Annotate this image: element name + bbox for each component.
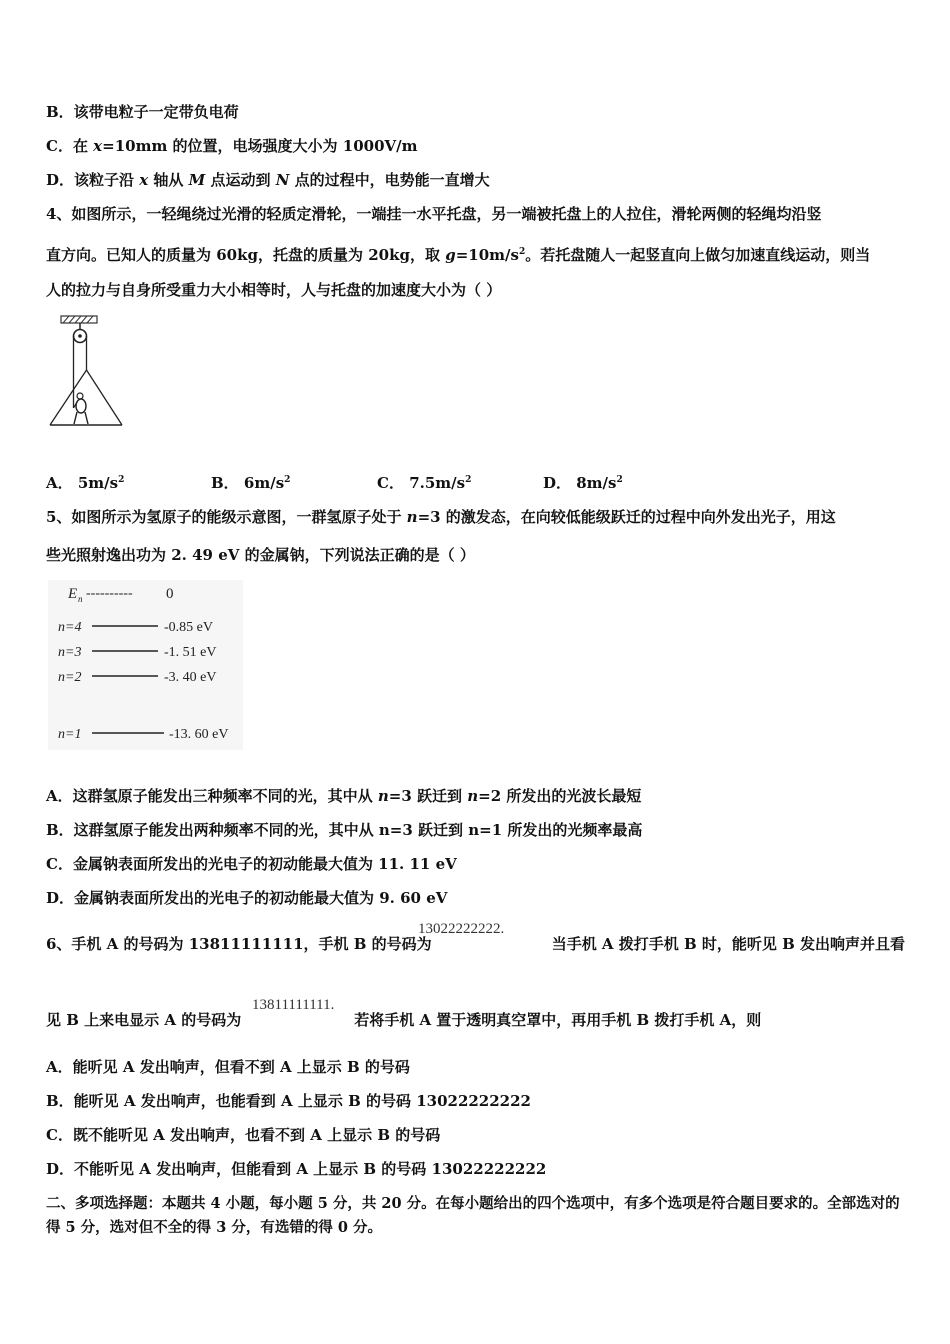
svg-text:n=3: n=3 [58,645,82,660]
ceiling-hatch [61,316,97,323]
svg-text:-1. 51 eV: -1. 51 eV [164,645,217,660]
q5-option-c: C．金属钠表面所发出的光电子的初动能最大值为 11. 11 eV [46,855,457,873]
q6-stem-line2: 见 B 上来电显示 A 的号码为 若将手机 A 置于透明真空罩中，再用手机 B 拨打手机 A，则 [46,1011,762,1029]
q5-stem-line2: 些光照射逸出功为 2. 49 eV 的金属钠，下列说法正确的是（ ） [46,546,475,564]
q4-option-c: C． $7.5m/s^2$ [377,474,472,492]
phone-number-a: 13811111111. [252,997,335,1013]
svg-text:-3. 40 eV: -3. 40 eV [164,670,217,685]
svg-text:n: n [78,594,83,604]
pulley-figure [44,312,128,434]
q5-option-d: D．金属钠表面所发出的光电子的初动能最大值为 9. 60 eV [46,889,448,907]
q3-option-b: B．该带电粒子一定带负电荷 [46,103,239,121]
phone-number-b: 13022222222. [418,921,505,937]
q4-option-a: A． $5m/s^2$ [46,474,125,492]
q5-option-b: B．这群氢原子能发出两种频率不同的光，其中从 n=3 跃迁到 n=1 所发出的光频率最高 [46,821,643,839]
q6-option-b: B．能听见 A 发出响声，也能看到 A 上显示 B 的号码 13022222222 [46,1092,531,1110]
q4-stem-line2: 直方向。已知人的质量为 60kg，托盘的质量为 20kg，取 $g=10m/s^2$。若托盘随人一起竖直向上做匀加速直线运动，则当 [46,246,871,264]
svg-text:n=2: n=2 [58,670,82,685]
section-2-instructions: 二、多项选择题：本题共 4 小题，每小题 5 分，共 20 分。在每小题给出的四个选项中，有多个选项是符合题目要求的。全部选对的得 5 分，选对但不全的得 3 分，有选错的得 0 分。 [46,1195,900,1236]
q3-option-c: C．在 x=10mm 的位置，电场强度大小为 1000V/m [46,137,418,155]
q6-option-d: D．不能听见 A 发出响声，但能看到 A 上显示 B 的号码 13022222222 [46,1160,547,1178]
q5-stem-line1: 5、如图所示为氢原子的能级示意图，一群氢原子处于 n=3 的激发态，在向较低能级跃迁的过程中向外发出光子，用这 [46,508,836,526]
svg-text:E: E [68,586,78,602]
q6-option-c: C．既不能听见 A 发出响声，也看不到 A 上显示 B 的号码 [46,1126,441,1144]
q3-option-d: D．该粒子沿 x 轴从 M 点运动到 N 点的过程中，电势能一直增大 [46,171,490,189]
q6-stem-line1: 6、手机 A 的号码为 13811111111，手机 B 的号码为 当手机 A 拨打手机 B 时，能听见 B 发出响声并且看 [46,935,906,953]
q4-stem-line1: 4、如图所示，一轻绳绕过光滑的轻质定滑轮，一端挂一水平托盘，另一端被托盘上的人拉住，滑轮两侧的轻绳均沿竖 [46,205,822,223]
person-figure [74,393,89,424]
svg-text:n=4: n=4 [58,620,82,635]
energy-level-diagram [48,580,243,750]
q4-stem-line3: 人的拉力与自身所受重力大小相等时，人与托盘的加速度大小为（ ） [46,281,502,299]
q6-option-a: A．能听见 A 发出响声，但看不到 A 上显示 B 的号码 [46,1058,410,1076]
svg-text:-13. 60 eV: -13. 60 eV [169,727,229,742]
q4-option-d: D． $8m/s^2$ [543,474,623,492]
q5-option-a: A．这群氢原子能发出三种频率不同的光，其中从 n=3 跃迁到 n=2 所发出的光波长最短 [46,787,642,805]
svg-text:----------: ---------- [86,586,133,601]
svg-text:-0.85 eV: -0.85 eV [164,620,213,635]
svg-text:0: 0 [166,586,174,602]
q4-option-b: B． $6m/s^2$ [211,474,291,492]
svg-text:n=1: n=1 [58,727,82,742]
